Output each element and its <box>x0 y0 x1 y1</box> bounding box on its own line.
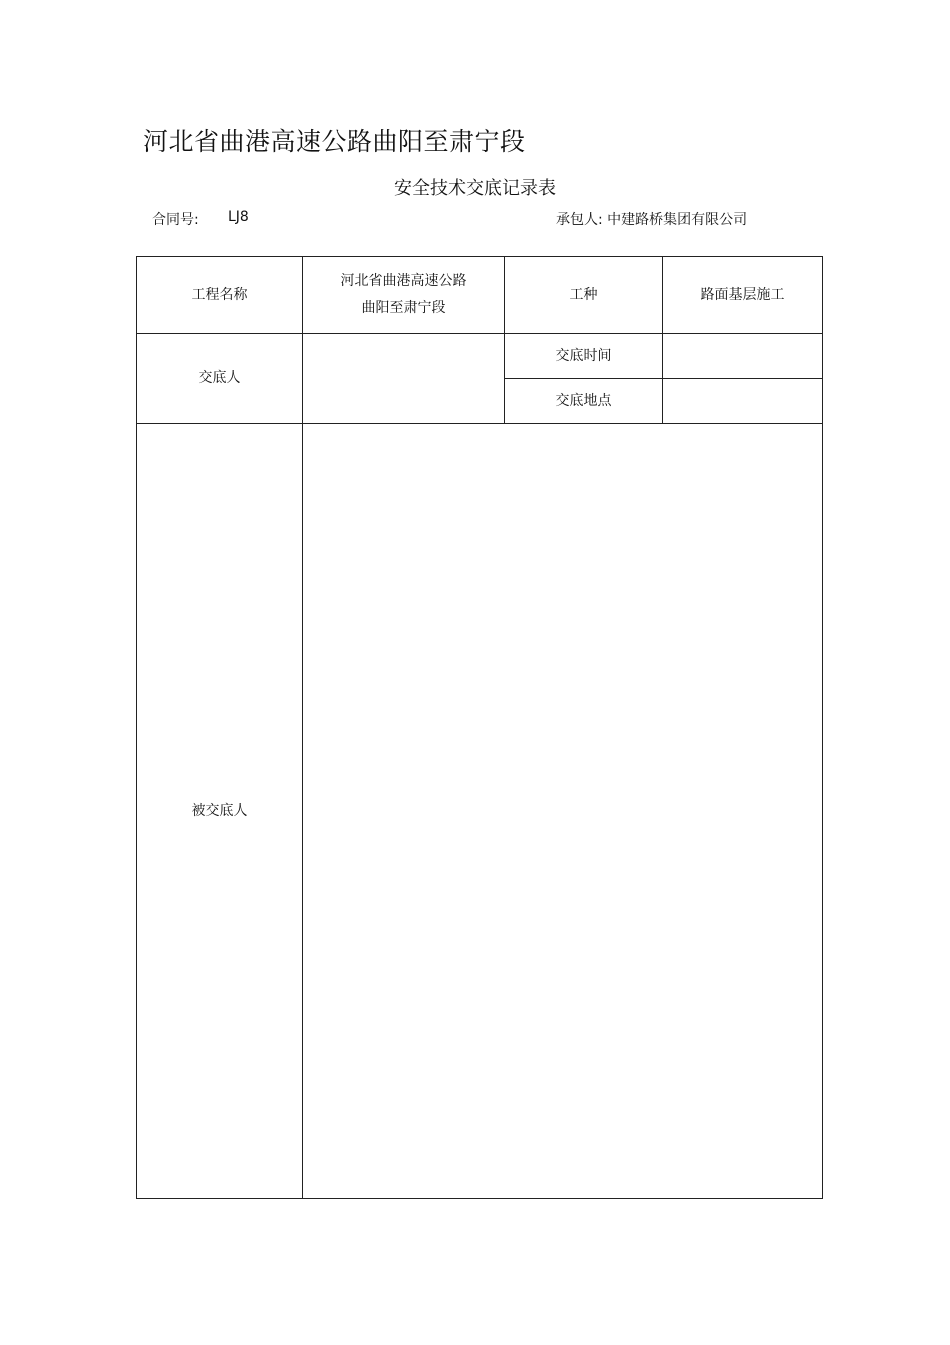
project-name-label: 工程名称 <box>137 257 303 334</box>
work-type-label: 工种 <box>505 257 663 334</box>
disclosure-place-label: 交底地点 <box>505 379 663 424</box>
table-row <box>137 424 823 1199</box>
disclosure-place-value-cell[interactable] <box>663 379 823 424</box>
discloser-value-cell[interactable] <box>303 334 505 424</box>
form-title: 安全技术交底记录表 <box>394 178 556 199</box>
recipient-label: 被交底人 <box>137 424 303 1199</box>
safety-disclosure-table <box>136 256 823 1199</box>
contractor-info: 承包人: 中建路桥集团有限公司 <box>556 212 748 228</box>
work-type-value: 路面基层施工 <box>663 257 823 334</box>
disclosure-time-value-cell[interactable] <box>663 334 823 379</box>
project-name-line-1: 河北省曲港高速公路 <box>340 273 467 290</box>
project-name-line-2: 曲阳至肃宁段 <box>361 300 446 316</box>
contract-number-value: LJ8 <box>228 209 249 225</box>
contract-number-label: 合同号: <box>152 212 199 228</box>
project-name-value <box>303 257 505 334</box>
disclosure-time-label: 交底时间 <box>505 334 663 379</box>
table-row <box>137 257 823 334</box>
document-title: 河北省曲港高速公路曲阳至肃宁段 <box>143 127 526 156</box>
recipient-signature-area[interactable] <box>303 424 823 1199</box>
table-row <box>137 334 823 379</box>
discloser-label: 交底人 <box>137 334 303 424</box>
